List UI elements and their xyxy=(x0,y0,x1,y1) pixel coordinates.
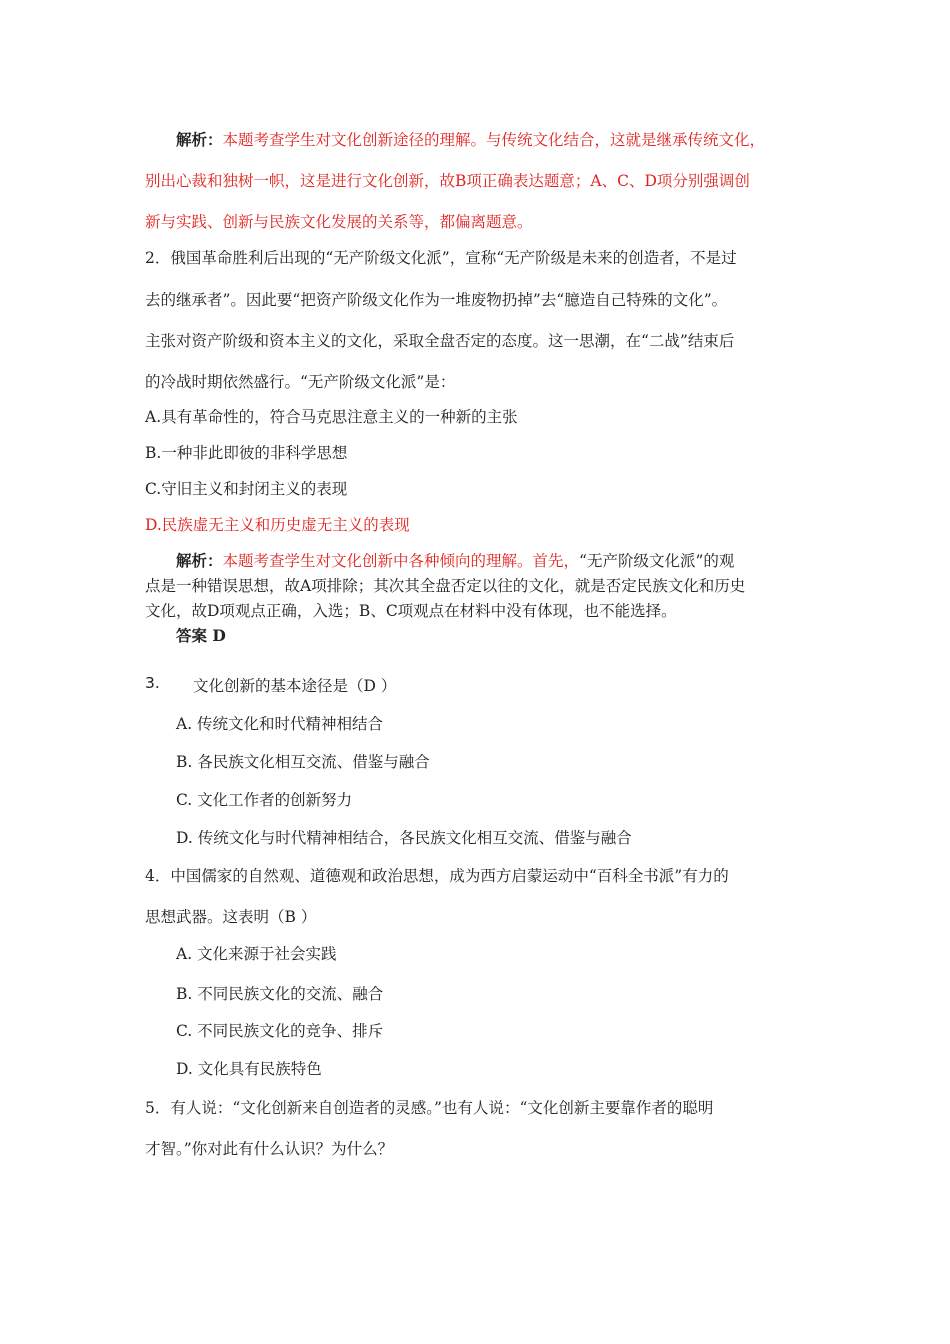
q2-analysis-line-1 xyxy=(176,549,734,571)
q2-option-d-text: D.民族虚无主义和历史虚无主义的表现 xyxy=(145,516,410,534)
q3-option-b: B. 各民族文化相互交流、借鉴与融合 xyxy=(176,753,430,771)
q2-option-b: B.一种非此即彼的非科学思想 xyxy=(145,444,348,462)
q2-answer: 答案 D xyxy=(176,626,226,645)
q3-option-c: C. 文化工作者的创新努力 xyxy=(176,791,353,809)
q1-analysis-label: 解析： xyxy=(176,130,223,149)
q1-analysis-line-3: 新与实践、创新与民族文化发展的关系等，都偏离题意。 xyxy=(145,213,533,231)
q2-analysis-line-2: 点是一种错误思想，故A项排除；其次其全盘否定以往的文化，就是否定民族文化和历史 xyxy=(145,577,746,595)
q2-option-c: C.守旧主义和封闭主义的表现 xyxy=(145,480,348,498)
q2-analysis-line-3: 文化，故D项观点正确，入选；B、C项观点在材料中没有体现，也不能选择。 xyxy=(145,602,677,620)
q4-option-a: A. 文化来源于社会实践 xyxy=(176,945,337,963)
q1-analysis-line-2: 别出心裁和独树一帜，这是进行文化创新，故B项正确表达题意；A、C、D项分别强调创 xyxy=(145,172,750,190)
q2-stem-line-3: 主张对资产阶级和资本主义的文化，采取全盘否定的态度。这一思潮，在“二战”结束后 xyxy=(145,332,735,350)
q5-stem-line-2: 才智。”你对此有什么认识？为什么？ xyxy=(145,1140,394,1158)
q2-analysis-rest: “无产阶级文化派”的观 xyxy=(579,552,735,570)
q4-stem-line-2: 思想武器。这表明（B ） xyxy=(145,908,317,926)
q1-analysis-line-1 xyxy=(176,128,765,150)
q4-stem-line-1: 4．中国儒家的自然观、道德观和政治思想，成为西方启蒙运动中“百科全书派”有力的 xyxy=(145,867,729,885)
q4-option-c: C. 不同民族文化的竞争、排斥 xyxy=(176,1022,384,1040)
q3-option-a: A. 传统文化和时代精神相结合 xyxy=(176,715,384,733)
q3-option-d: D. 传统文化与时代精神相结合，各民族文化相互交流、借鉴与融合 xyxy=(176,829,632,847)
q2-option-d xyxy=(145,513,410,535)
q4-option-d: D. 文化具有民族特色 xyxy=(176,1060,322,1078)
q3-number: 3. xyxy=(145,674,160,692)
q2-option-a: A.具有革命性的，符合马克思注意主义的一种新的主张 xyxy=(145,408,518,426)
q1-analysis-text-1: 本题考查学生对文化创新途径的理解。与传统文化结合，这就是继承传统文化， xyxy=(222,131,766,149)
q2-stem-line-1: 2．俄国革命胜利后出现的“无产阶级文化派”，宣称“无产阶级是未来的创造者，不是过 xyxy=(145,249,737,267)
q2-stem-line-4: 的冷战时期依然盛行。“无产阶级文化派”是： xyxy=(145,373,456,391)
q2-analysis-label: 解析： xyxy=(176,551,223,570)
q3-stem: 文化创新的基本途径是（D ） xyxy=(193,677,397,695)
q5-stem-line-1: 5．有人说：“文化创新来自创造者的灵感。”也有人说：“文化创新主要靠作者的聪明 xyxy=(145,1099,714,1117)
q2-stem-line-2: 去的继承者”。因此要“把资产阶级文化作为一堆废物扔掉”去“臆造自己特殊的文化”。 xyxy=(145,291,728,309)
q2-analysis-red-text: 本题考查学生对文化创新中各种倾向的理解。首先， xyxy=(222,552,580,570)
q4-option-b: B. 不同民族文化的交流、融合 xyxy=(176,985,384,1003)
